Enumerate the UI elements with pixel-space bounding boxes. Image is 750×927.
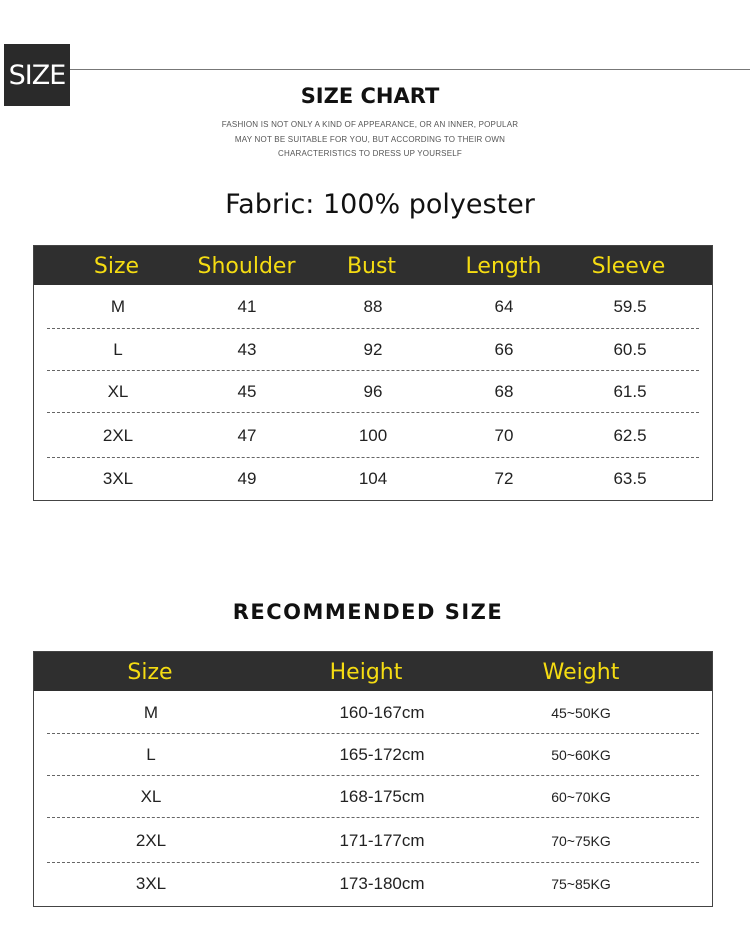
column-header-weight: Weight xyxy=(542,660,620,685)
row-divider xyxy=(47,412,699,413)
table-cell: 68 xyxy=(494,382,514,401)
tagline-line: MAY NOT BE SUITABLE FOR YOU, BUT ACCORDING TO THEIR OWN xyxy=(234,134,506,144)
table-row xyxy=(34,734,712,776)
table-row xyxy=(34,863,712,905)
row-divider xyxy=(47,817,699,818)
table-cell: 168-175cm xyxy=(339,787,425,806)
table-cell: 160-167cm xyxy=(339,703,425,722)
table-cell: 45 xyxy=(237,382,257,401)
table-row xyxy=(34,371,712,413)
fabric-info: Fabric: 100% polyester xyxy=(225,189,535,220)
table-cell: 61.5 xyxy=(613,382,647,401)
size-chart-table xyxy=(33,245,713,501)
table-cell: L xyxy=(146,745,156,764)
column-header-bust: Bust xyxy=(346,254,397,279)
table-row xyxy=(34,286,712,328)
row-divider xyxy=(47,775,699,776)
table-cell: 50~60KG xyxy=(551,747,611,763)
table-cell: 92 xyxy=(363,340,383,359)
recommended-header xyxy=(34,652,712,691)
recommended-size-table xyxy=(33,651,713,907)
table-row xyxy=(34,776,712,818)
top-divider xyxy=(70,69,750,70)
column-header-size: Size xyxy=(127,660,173,685)
table-cell: 47 xyxy=(237,426,257,445)
table-cell: 49 xyxy=(237,469,257,488)
table-cell: XL xyxy=(140,787,162,806)
table-cell: 96 xyxy=(363,382,383,401)
table-cell: 62.5 xyxy=(613,426,647,445)
tagline-line: FASHION IS NOT ONLY A KIND OF APPEARANCE, OR AN INNER, POPULAR xyxy=(221,120,519,129)
table-cell: 59.5 xyxy=(613,297,647,316)
table-row xyxy=(34,820,712,862)
table-cell: 3XL xyxy=(135,874,167,893)
table-cell: L xyxy=(113,340,123,359)
table-cell: 171-177cm xyxy=(339,831,425,850)
table-row xyxy=(34,458,712,500)
table-row xyxy=(34,692,712,734)
column-header-size: Size xyxy=(93,254,140,279)
table-cell: 3XL xyxy=(102,469,134,488)
table-cell: 104 xyxy=(358,469,388,488)
table-cell: 66 xyxy=(494,340,514,359)
recommended-title: RECOMMENDED SIZE xyxy=(232,600,504,624)
tagline xyxy=(0,118,740,162)
column-header-shoulder: Shoulder xyxy=(197,254,296,279)
table-cell: 100 xyxy=(358,426,388,445)
table-cell: 75~85KG xyxy=(551,876,611,892)
table-cell: 45~50KG xyxy=(551,705,611,721)
row-divider xyxy=(47,862,699,863)
table-cell: M xyxy=(110,297,126,316)
table-cell: 2XL xyxy=(102,426,134,445)
row-divider xyxy=(47,733,699,734)
table-row xyxy=(34,415,712,457)
table-cell: 173-180cm xyxy=(339,874,425,893)
page-title: SIZE CHART xyxy=(300,84,440,108)
size-chart-header xyxy=(34,246,712,285)
table-cell: 88 xyxy=(363,297,383,316)
row-divider xyxy=(47,457,699,458)
table-cell: 41 xyxy=(237,297,257,316)
table-cell: 70 xyxy=(494,426,514,445)
row-divider xyxy=(47,370,699,371)
table-cell: 2XL xyxy=(135,831,167,850)
tagline-line: CHARACTERISTICS TO DRESS UP YOURSELF xyxy=(278,149,462,158)
table-cell: XL xyxy=(107,382,129,401)
table-cell: 64 xyxy=(494,297,514,316)
column-header-sleeve: Sleeve xyxy=(591,254,666,279)
table-cell: 70~75KG xyxy=(551,833,611,849)
table-cell: 60.5 xyxy=(613,340,647,359)
table-cell: 63.5 xyxy=(613,469,647,488)
size-badge: SIZE xyxy=(4,44,70,106)
column-header-length: Length xyxy=(465,254,542,279)
table-cell: 43 xyxy=(237,340,257,359)
table-cell: M xyxy=(143,703,159,722)
column-header-height: Height xyxy=(329,660,403,685)
table-cell: 165-172cm xyxy=(339,745,425,764)
table-cell: 60~70KG xyxy=(551,789,611,805)
row-divider xyxy=(47,328,699,329)
table-cell: 72 xyxy=(494,469,514,488)
table-row xyxy=(34,329,712,371)
